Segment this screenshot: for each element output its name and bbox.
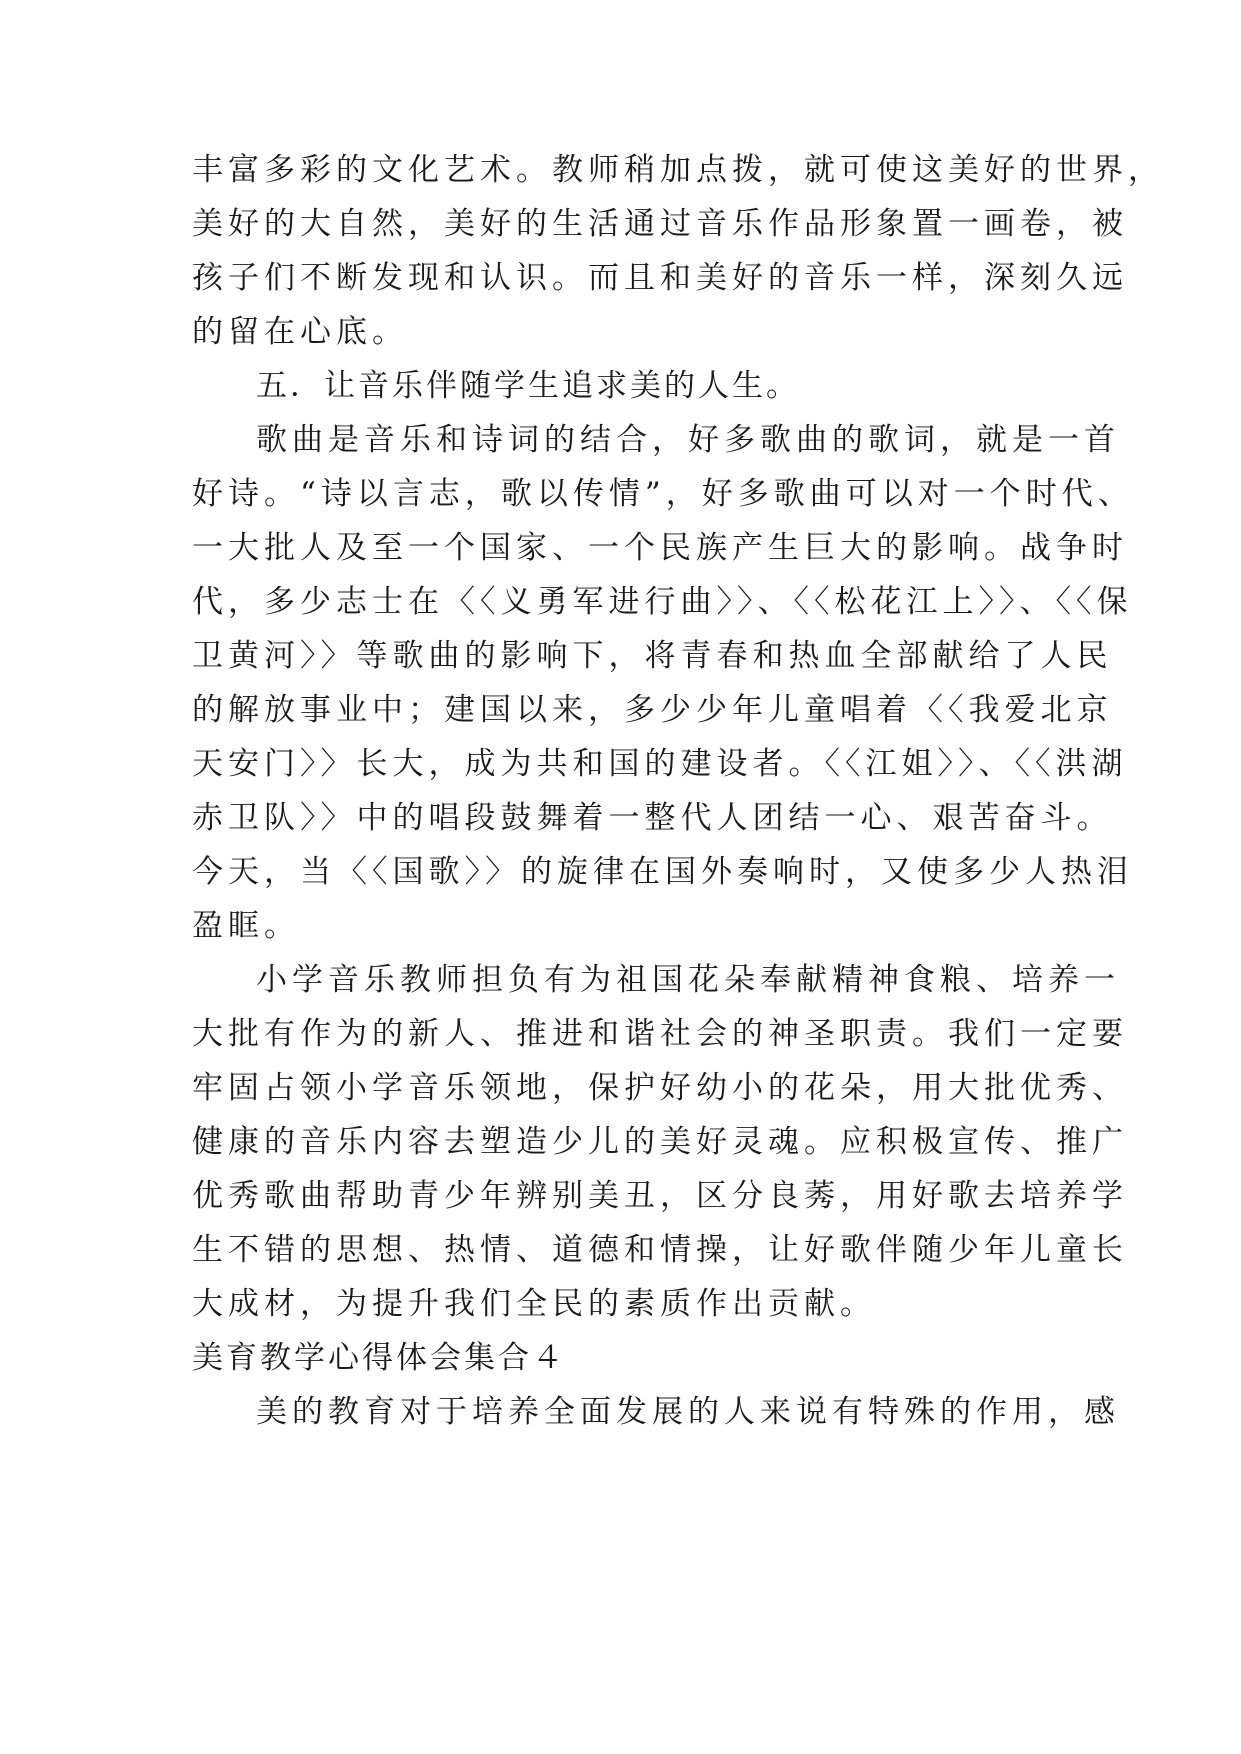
text-line: 今天，当〈〈国歌〉〉的旋律在国外奏响时，又使多少人热泪 <box>192 854 1133 890</box>
text-line: 美的教育对于培养全面发展的人来说有特殊的作用，感 <box>256 1394 1120 1430</box>
text-line: 的留在心底。 <box>192 314 408 350</box>
text-line: 好诗。“诗以言志，歌以传情”，好多歌曲可以对一个时代、 <box>192 476 1134 512</box>
text-line: 美好的大自然，美好的生活通过音乐作品形象置一画卷，被 <box>192 206 1128 242</box>
text-line: 优秀歌曲帮助青少年辨别美丑，区分良莠，用好歌去培养学 <box>192 1178 1128 1214</box>
text-line: 丰富多彩的文化艺术。教师稍加点拨，就可使这美好的世界， <box>192 152 1164 188</box>
text-line: 卫黄河〉〉等歌曲的影响下，将青春和热血全部献给了人民 <box>192 638 1113 674</box>
text-line: 代，多少志士在〈〈义勇军进行曲〉〉、〈〈松花江上〉〉、〈〈保 <box>192 584 1133 620</box>
section-title: 美育教学心得体会集合４ <box>192 1340 566 1376</box>
text-line: 大成材，为提升我们全民的素质作出贡献。 <box>192 1286 876 1322</box>
text-line: 一大批人及至一个国家、一个民族产生巨大的影响。战争时 <box>192 530 1128 566</box>
text-line: 牢固占领小学音乐领地，保护好幼小的花朵，用大批优秀、 <box>192 1070 1128 1106</box>
text-line: 盈眶。 <box>192 908 300 944</box>
text-line: 大批有作为的新人、推进和谐社会的神圣职责。我们一定要 <box>192 1016 1128 1052</box>
section-heading: 五．让音乐伴随学生追求美的人生。 <box>256 368 800 404</box>
text-line: 生不错的思想、热情、道德和情操，让好歌伴随少年儿童长 <box>192 1232 1128 1268</box>
text-line: 健康的音乐内容去塑造少儿的美好灵魂。应积极宣传、推广 <box>192 1124 1128 1160</box>
text-line: 天安门〉〉长大，成为共和国的建设者。〈〈江姐〉〉、〈〈洪湖 <box>192 746 1128 782</box>
text-line: 歌曲是音乐和诗词的结合，好多歌曲的歌词，就是一首 <box>256 422 1120 458</box>
text-line: 的解放事业中；建国以来，多少少年儿童唱着〈〈我爱北京 <box>192 692 1113 728</box>
text-line: 赤卫队〉〉中的唱段鼓舞着一整代人团结一心、艰苦奋斗。 <box>192 800 1113 836</box>
text-line: 小学音乐教师担负有为祖国花朵奉献精神食粮、培养一 <box>256 962 1120 998</box>
text-line: 孩子们不断发现和认识。而且和美好的音乐一样，深刻久远 <box>192 260 1128 296</box>
